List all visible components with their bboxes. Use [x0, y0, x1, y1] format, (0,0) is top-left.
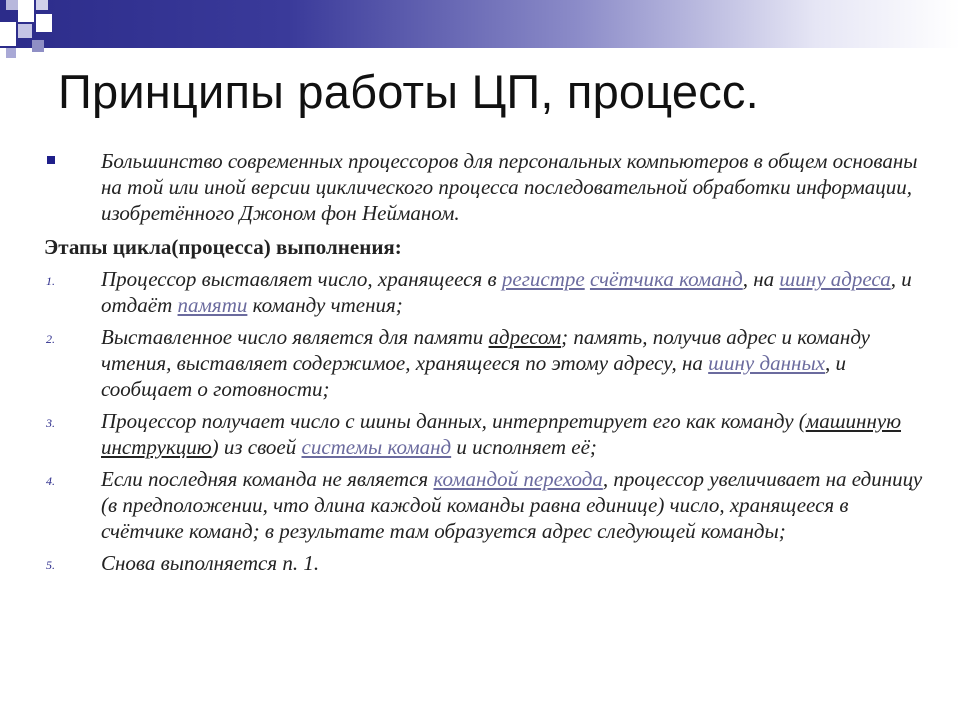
stages-heading: Этапы цикла(процесса) выполнения:: [44, 235, 402, 259]
step-text: , на: [742, 267, 780, 291]
intro-text: Большинство современных процессоров для персональных компьютеров в общем основаны на той или иной версии циклического процесса последовательной обработки информации, изобретённого Джоном фон Нейманом.: [101, 149, 918, 225]
list-number: 4.: [46, 474, 55, 488]
step-text: команду чтения;: [247, 293, 403, 317]
step-text: Процессор выставляет число, хранящееся в: [101, 267, 502, 291]
slide-title: Принципы работы ЦП, процесс.: [58, 65, 759, 118]
list-item-step-2: [44, 324, 924, 402]
list-number: 1.: [46, 274, 55, 288]
decor-square: [36, 14, 52, 32]
link-registr[interactable]: регистре: [501, 267, 585, 291]
step-text: Выставленное число является для памяти: [101, 325, 489, 349]
decor-square: [6, 0, 18, 10]
step-text: ) из своей: [211, 435, 302, 459]
list-item-step-5: [44, 550, 924, 576]
list-number: 5.: [46, 558, 55, 572]
intro-paragraph: [44, 148, 924, 226]
step-text: Если последняя команда не является: [101, 467, 434, 491]
link-memory[interactable]: памяти: [177, 293, 248, 317]
decor-square: [36, 0, 48, 10]
step-text: и исполняет её;: [451, 435, 597, 459]
link-data-bus[interactable]: шину данных: [708, 351, 825, 375]
list-item-step-4: [44, 466, 924, 544]
decor-square: [18, 0, 34, 22]
list-number: 2.: [46, 332, 55, 346]
list-number: 3.: [46, 416, 55, 430]
link-machine-instruction[interactable]: машинную инструкцию: [101, 409, 902, 459]
step-text: , процессор увеличивает на единицу (в предположении, что длина каждой команды равна единице) число, хранящееся в счётчике команд; в результате там образуется адрес следующей команды;: [101, 467, 923, 543]
step-text: Снова выполняется п. 1.: [101, 551, 320, 575]
decor-square: [32, 40, 44, 52]
decor-square: [0, 22, 16, 46]
link-instruction-set[interactable]: системы команд: [301, 435, 452, 459]
list-item-step-3: [44, 408, 924, 460]
step-text: , и отдаёт: [101, 267, 912, 317]
decor-square: [6, 48, 16, 58]
list-item-step-1: [44, 266, 924, 318]
step-text: ; память, получив адрес и команду чтения, выставляет содержимое, хранящееся по этому адресу, на: [101, 325, 870, 375]
step-text: , и сообщает о готовности;: [101, 351, 846, 401]
link-program-counter[interactable]: счётчика команд: [589, 267, 743, 291]
slide-content: [44, 148, 924, 582]
link-jump-instruction[interactable]: командой перехода: [433, 467, 603, 491]
decor-square: [18, 24, 32, 38]
link-address-bus[interactable]: шину адреса: [779, 267, 891, 291]
link-address[interactable]: адресом: [488, 325, 562, 349]
square-bullet-icon: [47, 156, 55, 164]
step-text: Процессор получает число с шины данных, интерпретирует его как команду (: [101, 409, 806, 433]
header-gradient-band: [0, 0, 960, 48]
